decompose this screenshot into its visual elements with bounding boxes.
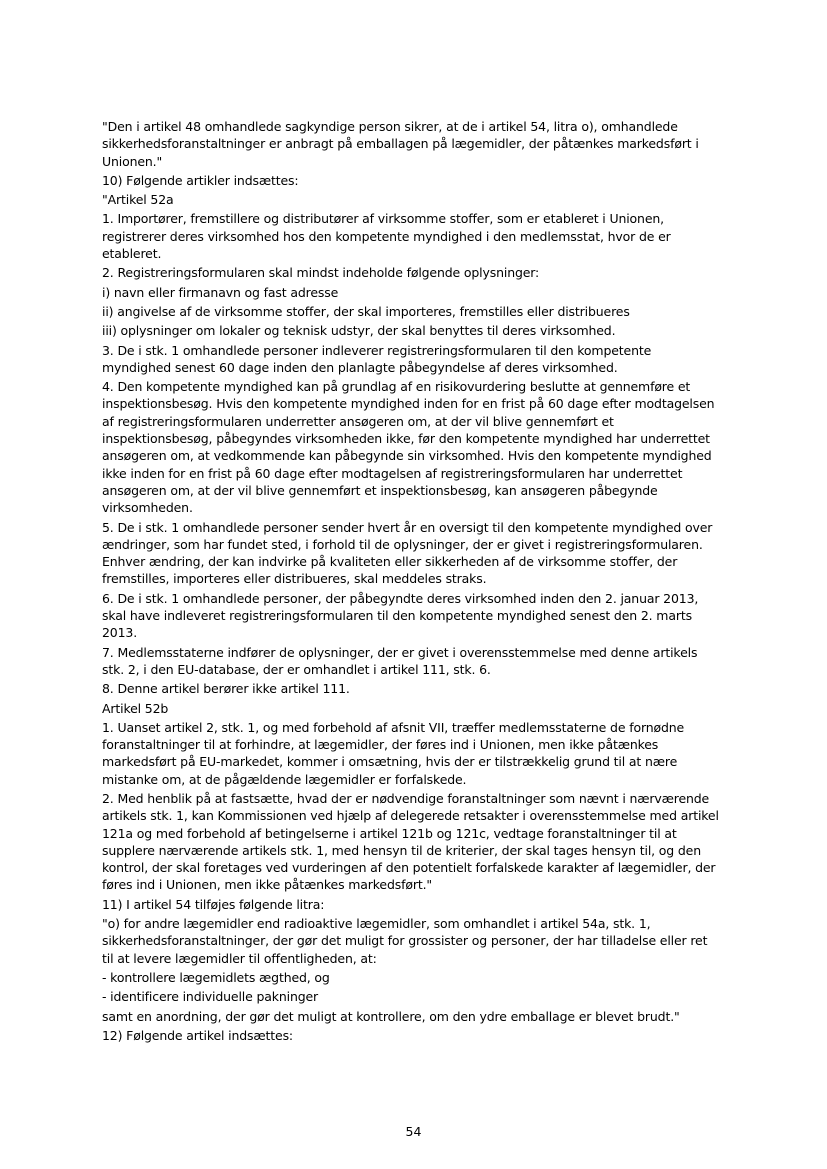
paragraph: 8. Denne artikel berører ikke artikel 111. (102, 681, 350, 697)
paragraph: 12) Følgende artikel indsættes: (102, 1027, 293, 1043)
paragraph: - kontrollere lægemidlets ægthed, og (102, 969, 330, 985)
paragraph: Artikel 52b (102, 700, 169, 716)
page-number: 54 (405, 1124, 422, 1139)
paragraph: 11) I artikel 54 tilføjes følgende litra: (102, 896, 325, 912)
paragraph: - identificere individuelle pakninger (102, 989, 319, 1005)
paragraph: "Artikel 52a (102, 192, 174, 208)
paragraph: 1. Importører, fremstillere og distributører af virksomme stoffer, som er etableret i Unionen, registrerer deres virksomhed hos den kompetente myndighed i den medlemsstat, hvor de er etableret. (102, 211, 671, 262)
paragraph: ii) angivelse af de virksomme stoffer, der skal importeres, fremstilles eller distribueres (102, 303, 630, 319)
paragraph: 10) Følgende artikler indsættes: (102, 172, 299, 188)
paragraph: 1. Uanset artikel 2, stk. 1, og med forbehold af afsnit VII, træffer medlemsstaterne de fornødne foranstaltninger til at forhindre, at lægemidler, der føres ind i Unionen, men ikke påtænkes markedsført på EU-markedet, kommer i omsætning, hvis der er tilstrækkelig grund til at nære mistanke om, at de pågældende lægemidler er forfalskede. (102, 719, 685, 787)
paragraph: 6. De i stk. 1 omhandlede personer, der påbegyndte deres virksomhed inden den 2. januar 2013, skal have indleveret registreringsformularen til den kompetente myndighed senest den 2. marts 2013. (102, 590, 699, 641)
paragraph: 3. De i stk. 1 omhandlede personer indleverer registreringsformularen til den kompetente myndighed senest 60 dage inden den planlagte påbegyndelse af deres virksomhed. (102, 342, 652, 375)
paragraph: i) navn eller firmanavn og fast adresse (102, 284, 339, 300)
paragraph: 2. Med henblik på at fastsætte, hvad der er nødvendige foranstaltninger som nævnt i nærværende artikels stk. 1, kan Kommissionen ved hjælp af delegerede retsakter i overensstemmelse med artikel 121a og med forbehold af betingelserne i artikel 121b og 121c, vedtage foranstaltninger til at supplere nærværende artikels stk. 1, med hensyn til de kriterier, der skal tages hensyn til, og den kontrol, der skal foretages ved vurderingen af den potentielt forfalskede karakter af lægemidler, der føres ind i Unionen, men ikke påtænkes markedsført." (102, 790, 719, 893)
paragraph: "o) for andre lægemidler end radioaktive lægemidler, som omhandlet i artikel 54a, stk. 1, sikkerhedsforanstaltninger, der gør det muligt for grossister og personer, der har tilladelse eller ret til at levere lægemidler til offentligheden, at: (102, 916, 708, 966)
paragraph: 2. Registreringsformularen skal mindst indeholde følgende oplysninger: (102, 265, 540, 281)
paragraph: "Den i artikel 48 omhandlede sagkyndige person sikrer, at de i artikel 54, litra o), omhandlede sikkerhedsforanstaltninger er anbragt på emballagen på lægemidler, der påtænkes markedsført i Unionen." (102, 119, 699, 169)
document-body (102, 118, 722, 1046)
paragraph: iii) oplysninger om lokaler og teknisk udstyr, der skal benyttes til deres virksomhed. (102, 323, 616, 339)
paragraph: samt en anordning, der gør det muligt at kontrollere, om den ydre emballage er blevet brudt." (102, 1008, 680, 1024)
paragraph: 5. De i stk. 1 omhandlede personer sender hvert år en oversigt til den kompetente myndighed over ændringer, som har fundet sted, i forhold til de oplysninger, der er givet i registreringsformularen. Enhver ændring, der kan indvirke på kvaliteten eller sikkerheden af de virksomme stoffer, der fremstilles, importeres eller distribueres, skal meddeles straks. (102, 519, 713, 587)
paragraph: 4. Den kompetente myndighed kan på grundlag af en risikovurdering beslutte at gennemføre et inspektionsbesøg. Hvis den kompetente myndighed inden for en frist på 60 dage efter modtagelsen af registreringsformularen underretter ansøgeren om, at der vil blive gennemført et inspektionsbesøg, påbegyndes virksomheden ikke, før den kompetente myndighed har underrettet ansøgeren om, at vedkommende kan påbegynde sin virksomhed. Hvis den kompetente myndighed ikke inden for en frist på 60 dage efter modtagelsen af registreringsformularen har underrettet ansøgeren om, at der vil blive gennemført et inspektionsbesøg, kan ansøgeren påbegynde virksomheden. (102, 379, 715, 516)
paragraph: 7. Medlemsstaterne indfører de oplysninger, der er givet i overensstemmelse med denne artikels stk. 2, i den EU-database, der er omhandlet i artikel 111, stk. 6. (102, 644, 698, 677)
